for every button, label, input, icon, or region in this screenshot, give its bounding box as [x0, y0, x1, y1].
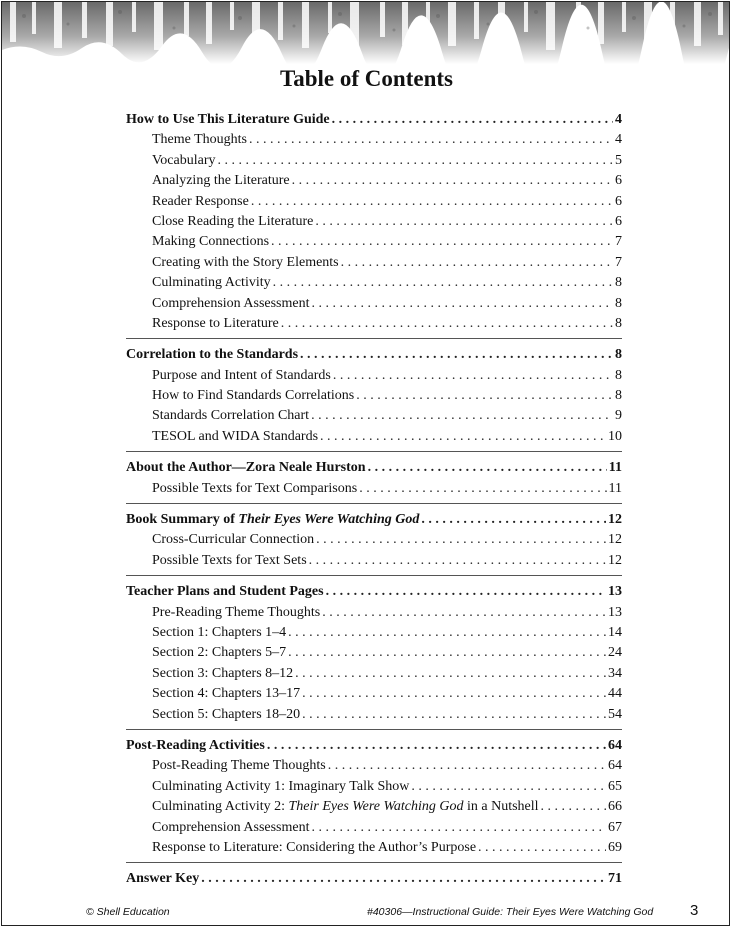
dot-leader: [218, 151, 614, 171]
toc-item[interactable]: [126, 818, 622, 838]
toc-heading-text: About the Author—Zora Neale Hurston: [126, 460, 366, 476]
dot-leader: [326, 582, 606, 602]
dot-leader: [281, 314, 613, 334]
toc-page-number: 8: [615, 367, 622, 383]
dot-leader: [302, 684, 606, 704]
toc-item[interactable]: [126, 623, 622, 643]
toc-item-text: Theme Thoughts: [152, 132, 248, 148]
page-title: Table of Contents: [280, 66, 453, 91]
toc-page-number: 7: [615, 254, 622, 270]
dot-leader: [288, 623, 606, 643]
toc-page-number: 13: [608, 584, 622, 600]
dot-leader: [320, 427, 606, 447]
toc-page-number: 9: [615, 408, 622, 424]
toc-page-number: 67: [608, 819, 622, 835]
toc-item-text: Section 2: Chapters 5–7: [152, 645, 287, 661]
toc-item-text: Making Connections: [152, 234, 270, 250]
book-title-italic: Their Eyes Were Watching God: [288, 799, 464, 815]
toc-item[interactable]: [126, 530, 622, 550]
dot-leader: [251, 192, 613, 212]
decorative-header-band: [2, 2, 729, 64]
dot-leader: [341, 253, 613, 273]
toc-item-prefix: Culminating Activity 2:: [152, 799, 289, 815]
grunge-texture-graphic: [2, 2, 729, 64]
product-line: #40306—Instructional Guide: Their Eyes Were Watching God: [367, 906, 654, 918]
toc-item[interactable]: [126, 756, 622, 776]
toc-section: [126, 451, 622, 503]
toc-page-number: 34: [608, 665, 622, 681]
toc-page-number: 6: [615, 213, 622, 229]
dot-leader: [300, 345, 613, 365]
toc-heading-text: Teacher Plans and Student Pages: [126, 584, 324, 600]
toc-item-text: Response to Literature: Considering the Author’s Purpose: [152, 839, 477, 855]
toc-page-number: 44: [608, 686, 622, 702]
toc-item[interactable]: [126, 386, 622, 406]
dot-leader: [267, 736, 606, 756]
toc-page-number: 6: [615, 173, 622, 189]
toc-item[interactable]: [126, 684, 622, 704]
toc-page-number: 4: [615, 132, 622, 148]
page-number: 3: [690, 902, 699, 919]
dot-leader: [316, 530, 606, 550]
dot-leader: [411, 777, 606, 797]
toc-page-number: 6: [615, 193, 622, 209]
dot-leader: [271, 232, 613, 252]
toc-page-number: 12: [608, 512, 622, 528]
toc-item-text: Vocabulary: [152, 152, 216, 168]
toc-item-text: Comprehension Assessment: [152, 819, 310, 835]
toc-page-number: 12: [608, 532, 622, 548]
toc-section: [126, 575, 622, 729]
toc-heading-text: How to Use This Literature Guide: [126, 112, 330, 127]
toc-item-text: Possible Texts for Text Comparisons: [152, 480, 358, 496]
toc-item-text: Section 4: Chapters 13–17: [152, 686, 301, 702]
toc-item-text: Reader Response: [152, 193, 249, 209]
toc-item-text: Comprehension Assessment: [152, 295, 310, 311]
toc-item-text: Creating with the Story Elements: [152, 254, 339, 270]
toc-heading[interactable]: [126, 582, 622, 602]
toc-item[interactable]: [126, 777, 622, 797]
toc-page-number: 14: [608, 624, 622, 640]
toc-heading[interactable]: [126, 510, 622, 530]
toc-heading[interactable]: [126, 869, 622, 889]
dot-leader: [309, 551, 606, 571]
toc-heading-text: Answer Key: [126, 871, 200, 887]
toc-page-number: 54: [608, 706, 622, 722]
toc-item-text: Section 1: Chapters 1–4: [152, 624, 287, 640]
dot-leader: [315, 212, 613, 232]
dot-leader: [201, 869, 606, 889]
toc-item-text: Cross-Curricular Connection: [152, 532, 315, 548]
toc-heading-text: [126, 510, 419, 530]
toc-page-number: 4: [615, 112, 622, 127]
toc-page-number: 5: [615, 152, 622, 168]
dot-leader: [332, 110, 613, 130]
toc-item-text: Response to Literature: [152, 315, 279, 331]
book-title-italic: Their Eyes Were Watching God: [238, 512, 420, 528]
toc-item-text: TESOL and WIDA Standards: [152, 428, 319, 444]
toc-item-text: Culminating Activity: [152, 275, 271, 291]
toc-section: [126, 503, 622, 575]
toc-item[interactable]: [126, 294, 622, 314]
dot-leader: [249, 130, 613, 150]
toc-page-number: 8: [615, 295, 622, 311]
toc-item-text: How to Find Standards Correlations: [152, 388, 355, 404]
toc-item-text: [152, 797, 539, 817]
toc-item-text: Pre-Reading Theme Thoughts: [152, 604, 321, 620]
toc-page-number: 11: [608, 480, 622, 496]
toc-item[interactable]: [126, 314, 622, 334]
dot-leader: [288, 643, 606, 663]
dot-leader: [302, 705, 606, 725]
toc-page-number: 65: [608, 778, 622, 794]
toc-heading[interactable]: [126, 458, 622, 478]
toc-item-text: Possible Texts for Text Sets: [152, 552, 307, 568]
toc-page-number: 13: [608, 604, 622, 620]
page-footer: [0, 902, 733, 922]
toc-section: [126, 338, 622, 451]
toc-item[interactable]: [126, 273, 622, 293]
toc-section: [126, 110, 622, 338]
toc-page-number: 8: [615, 388, 622, 404]
toc-section: [126, 862, 622, 889]
toc-page-number: 11: [608, 460, 622, 476]
toc-item[interactable]: [126, 130, 622, 150]
dot-leader: [356, 386, 613, 406]
toc-heading[interactable]: [126, 345, 622, 365]
toc-page-number: 8: [615, 315, 622, 331]
toc-section: [126, 729, 622, 862]
dot-leader: [359, 479, 606, 499]
toc-heading[interactable]: [126, 110, 622, 130]
dot-leader: [421, 510, 606, 530]
toc-item[interactable]: [126, 171, 622, 191]
toc-item-text: Culminating Activity 1: Imaginary Talk Show: [152, 778, 410, 794]
toc-item-text: Section 5: Chapters 18–20: [152, 706, 301, 722]
dot-leader: [368, 458, 607, 478]
toc-page-number: 10: [608, 428, 622, 444]
dot-leader: [333, 366, 613, 386]
toc-item[interactable]: [126, 603, 622, 623]
toc-item[interactable]: [126, 151, 622, 171]
toc-item[interactable]: [126, 551, 622, 571]
table-of-contents: [126, 110, 622, 890]
toc-heading-prefix: Book Summary of: [126, 512, 239, 528]
toc-page-number: 66: [608, 799, 622, 815]
toc-item-text: Close Reading the Literature: [152, 213, 314, 229]
toc-item-suffix: in a Nutshell: [463, 799, 539, 815]
dot-leader: [328, 756, 606, 776]
toc-item[interactable]: [126, 212, 622, 232]
toc-item[interactable]: [126, 232, 622, 252]
toc-item[interactable]: [126, 797, 622, 817]
toc-item[interactable]: [126, 427, 622, 447]
dot-leader: [478, 838, 606, 858]
dot-leader: [292, 171, 613, 191]
toc-page-number: 71: [608, 871, 622, 887]
toc-item[interactable]: [126, 479, 622, 499]
toc-item-text: Purpose and Intent of Standards: [152, 367, 331, 383]
toc-heading[interactable]: [126, 736, 622, 756]
toc-item-text: Post-Reading Theme Thoughts: [152, 758, 326, 774]
toc-item[interactable]: [126, 838, 622, 858]
toc-heading-text: Correlation to the Standards: [126, 347, 299, 363]
toc-item[interactable]: [126, 643, 622, 663]
toc-page-number: 7: [615, 234, 622, 250]
toc-item[interactable]: [126, 406, 622, 426]
dot-leader: [273, 273, 613, 293]
toc-item[interactable]: [126, 705, 622, 725]
dot-leader: [312, 818, 607, 838]
toc-page-number: 24: [608, 645, 622, 661]
toc-page-number: 64: [608, 737, 622, 753]
toc-item-text: Section 3: Chapters 8–12: [152, 665, 294, 681]
dot-leader: [541, 797, 606, 817]
toc-item[interactable]: [126, 192, 622, 212]
toc-item[interactable]: [126, 664, 622, 684]
copyright-text: © Shell Education: [86, 906, 170, 918]
dot-leader: [295, 664, 606, 684]
dot-leader: [322, 603, 606, 623]
toc-page-number: 69: [608, 839, 622, 855]
toc-item[interactable]: [126, 366, 622, 386]
toc-page-number: 8: [615, 275, 622, 291]
dot-leader: [311, 406, 613, 426]
toc-item-text: Analyzing the Literature: [152, 173, 290, 189]
toc-page-number: 12: [608, 552, 622, 568]
toc-heading-text: Post-Reading Activities: [126, 737, 265, 753]
toc-item[interactable]: [126, 253, 622, 273]
toc-page-number: 64: [608, 758, 622, 774]
toc-item-text: Standards Correlation Chart: [152, 408, 310, 424]
dot-leader: [312, 294, 614, 314]
toc-page-number: 8: [615, 347, 622, 363]
